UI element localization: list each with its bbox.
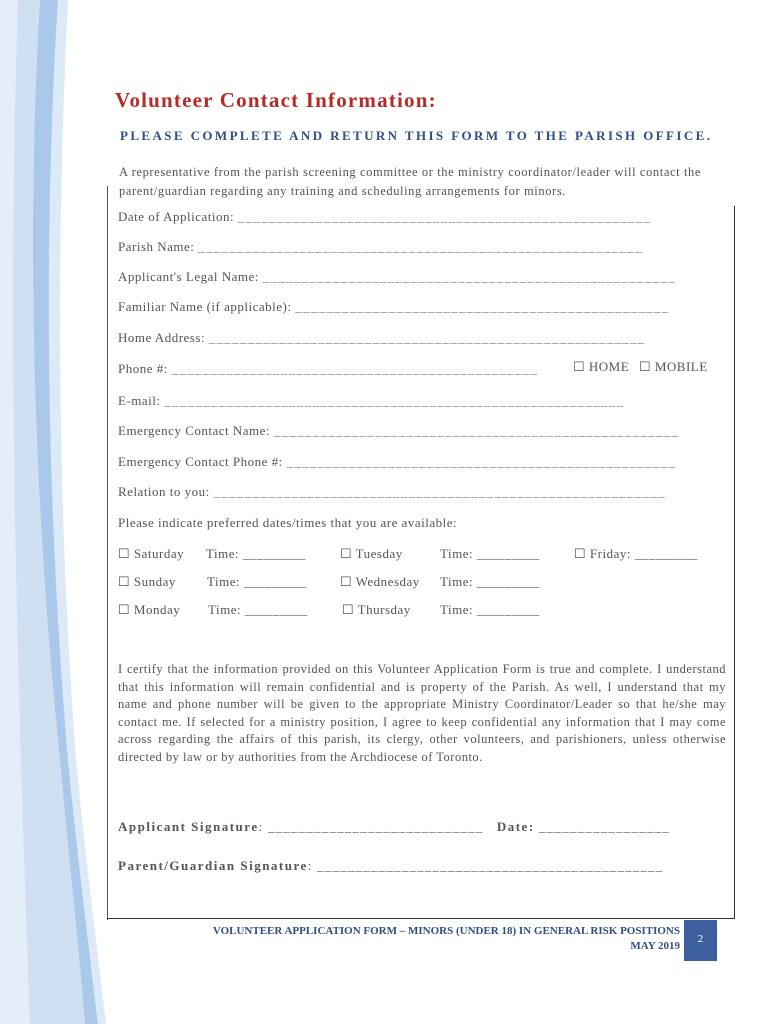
form-border-left xyxy=(107,186,108,920)
sunday-time[interactable]: Time: _________ xyxy=(207,574,307,589)
saturday-checkbox[interactable]: ☐ Saturday xyxy=(118,546,185,561)
decorative-ribbon xyxy=(0,0,110,1024)
field-label: Emergency Contact Name: xyxy=(118,423,271,438)
emergency-contact-phone-field[interactable] xyxy=(118,454,723,470)
parish-name-field[interactable] xyxy=(118,239,723,255)
monday-checkbox[interactable]: ☐ Monday xyxy=(118,602,181,617)
saturday-time[interactable]: Time: _________ xyxy=(206,546,306,561)
signature-date-label: Date: xyxy=(496,819,535,834)
fill-line[interactable]: _______________________________________________ xyxy=(171,361,539,376)
field-label: Emergency Contact Phone #: xyxy=(118,454,283,469)
footer-date: MAY 2019 xyxy=(630,940,680,952)
footer-form-title: VOLUNTEER APPLICATION FORM – MINORS (UNDER 18) IN GENERAL RISK POSITIONS xyxy=(212,925,680,937)
fill-line[interactable]: _____________________________________________________ xyxy=(237,209,652,224)
fill-line[interactable]: ____________________________________________________ xyxy=(273,423,680,438)
thursday-time[interactable]: Time: _________ xyxy=(440,602,540,617)
legal-name-field[interactable] xyxy=(118,269,723,285)
form-border-bottom xyxy=(107,918,735,919)
fill-line[interactable]: __________________________________________________________ xyxy=(213,484,666,499)
fill-line[interactable]: _________________ xyxy=(534,819,671,834)
phone-type-options xyxy=(573,359,714,375)
fill-line[interactable]: ___________________________________________________________ xyxy=(164,393,625,408)
field-label: Home Address: xyxy=(118,330,206,345)
familiar-name-field[interactable] xyxy=(118,299,723,315)
wednesday-checkbox[interactable]: ☐ Wednesday xyxy=(340,574,420,589)
fill-line[interactable]: ________________________________________________ xyxy=(295,299,670,314)
monday-time[interactable]: Time: _________ xyxy=(208,602,308,617)
fill-line[interactable]: _________________________________________________________ xyxy=(198,239,643,254)
wednesday-time[interactable]: Time: _________ xyxy=(440,574,540,589)
email-field[interactable] xyxy=(118,393,723,409)
field-label: Relation to you: xyxy=(118,484,210,499)
form-border-right xyxy=(734,206,735,918)
availability-row xyxy=(118,546,728,564)
fill-line[interactable]: _____________________________________________________ xyxy=(262,269,677,284)
home-address-field[interactable] xyxy=(118,330,723,346)
field-label: Familiar Name (if applicable): xyxy=(118,299,292,314)
certification-statement: I certify that the information provided on this Volunteer Application Form is true and complete. I understand that this information will remain confidential and is property of the Parish. As well, I understand that my name and phone number will be given to the appropriate Ministry Coordinator/Leader so that he/she may contact me. If selected for a ministry position, I agree to keep confidential any information that I may come across regarding the affairs of this parish, its clergy, other volunteers, and parishioners, unless otherwise directed by law or by authorities from the Archdiocese of Toronto. xyxy=(118,662,726,764)
availability-prompt: Please indicate preferred dates/times that you are available: xyxy=(118,515,458,530)
fill-line[interactable]: __________________________________________________ xyxy=(286,454,677,469)
emergency-contact-name-field[interactable] xyxy=(118,423,723,439)
field-label: E-mail: xyxy=(118,393,161,408)
fill-line[interactable]: : _____________________________________________ xyxy=(307,858,664,873)
availability-row xyxy=(118,574,728,592)
tuesday-checkbox[interactable]: ☐ Tuesday xyxy=(340,546,403,561)
applicant-signature-line[interactable] xyxy=(118,819,670,835)
tuesday-time[interactable]: Time: _________ xyxy=(440,546,540,561)
intro-paragraph: A representative from the parish screening committee or the ministry coordinator/leader will contact the parent/guardian regarding any training and scheduling arrangements for minors. xyxy=(119,165,702,198)
thursday-checkbox[interactable]: ☐ Thursday xyxy=(342,602,411,617)
availability-row xyxy=(118,602,728,620)
field-label: Date of Application: xyxy=(118,209,235,224)
relation-field[interactable] xyxy=(118,484,723,500)
applicant-signature-label: Applicant Signature xyxy=(118,819,259,834)
phone-field[interactable] xyxy=(118,361,570,377)
field-label: Parish Name: xyxy=(118,239,195,254)
sunday-checkbox[interactable]: ☐ Sunday xyxy=(118,574,176,589)
field-label: Applicant's Legal Name: xyxy=(118,269,259,284)
parent-signature-label: Parent/Guardian Signature xyxy=(118,858,308,873)
field-label: Phone #: xyxy=(118,361,168,376)
friday-checkbox[interactable]: ☐ Friday: _________ xyxy=(574,546,698,561)
date-of-application-field[interactable] xyxy=(118,209,723,225)
page-number-badge: 2 xyxy=(684,920,717,961)
instructions-heading: PLEASE COMPLETE AND RETURN THIS FORM TO THE PARISH OFFICE. xyxy=(120,128,713,143)
mobile-checkbox[interactable]: ☐ MOBILE xyxy=(638,359,708,374)
home-checkbox[interactable]: ☐ HOME xyxy=(573,359,630,374)
fill-line[interactable]: ________________________________________________________ xyxy=(208,330,646,345)
fill-line[interactable]: : ____________________________ xyxy=(258,819,484,834)
parent-signature-line[interactable] xyxy=(118,858,664,874)
page-footer xyxy=(115,924,680,954)
page-title: Volunteer Contact Information: xyxy=(115,88,437,112)
